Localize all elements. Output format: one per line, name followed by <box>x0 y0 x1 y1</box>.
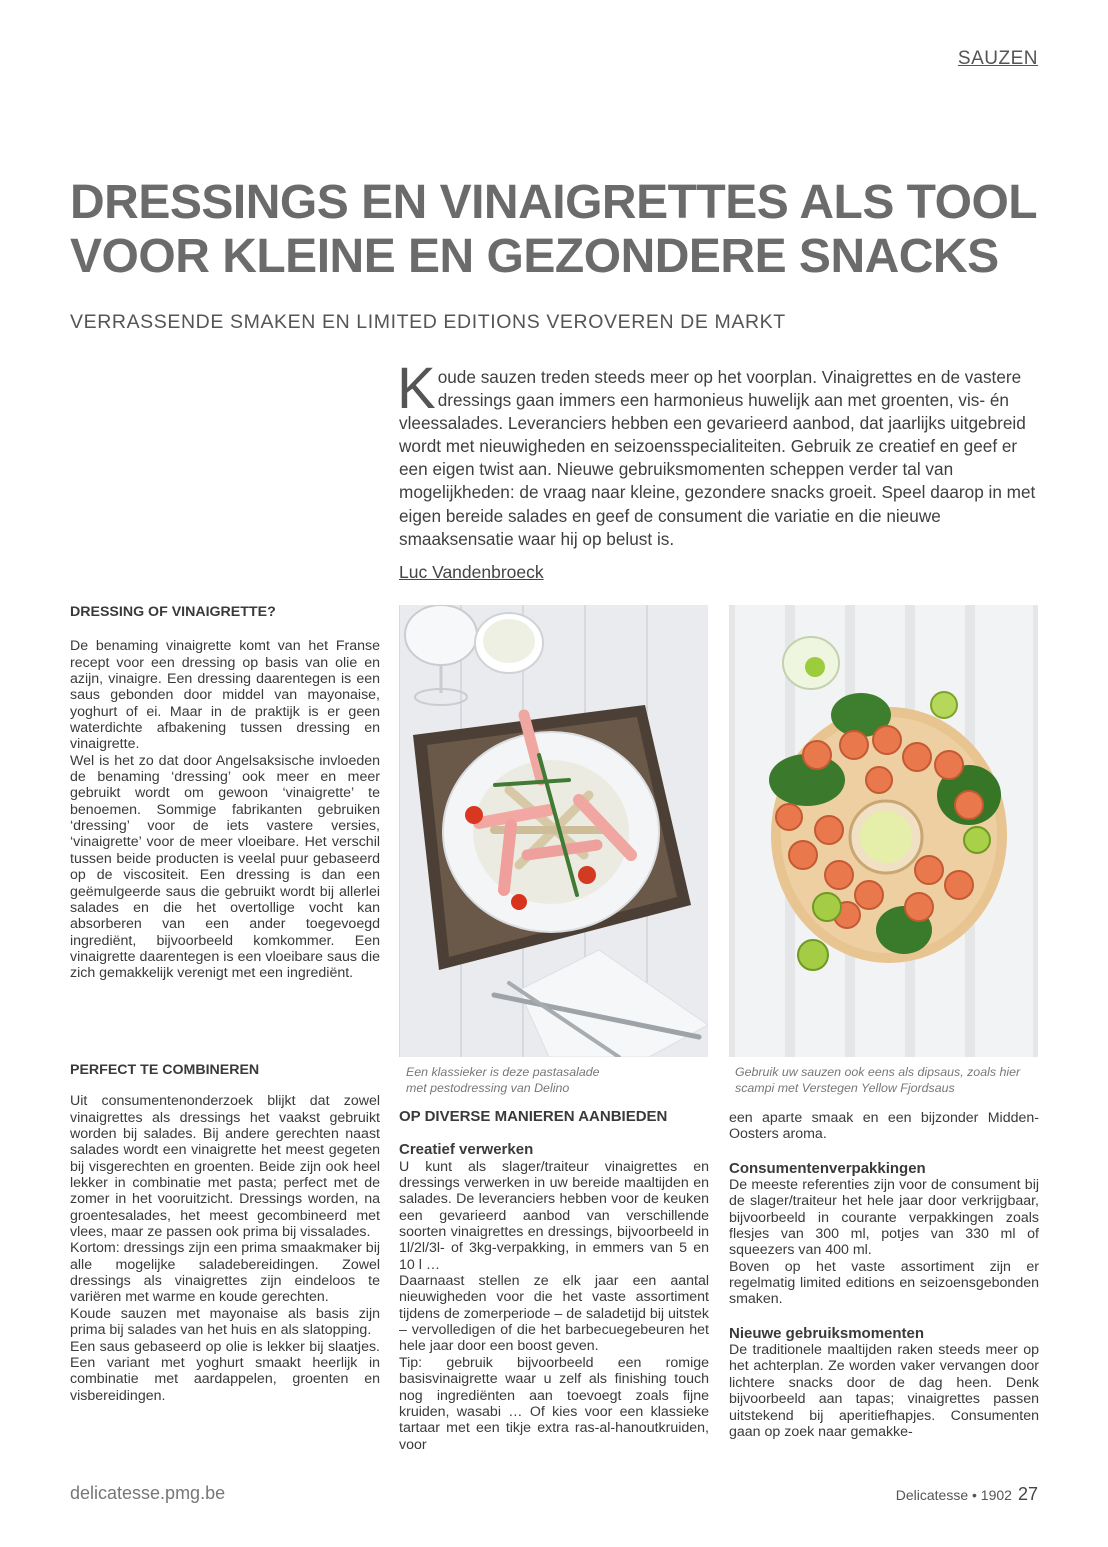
title-line-1: DRESSINGS EN VINAIGRETTES ALS TOOL <box>70 176 1038 229</box>
col3-para-3: De traditionele maaltijden raken steeds meer op het achterplan. Ze worden vaker vervangen door lichtere snacks door de dag heen. Denk bijvoorbeeld aan tapas; vinaigrettes passen uitstekend bij aperitiefhapjes. Consumenten gaan op zoek naar gemakke- <box>729 1342 1039 1440</box>
col1-para-3: Uit consumentenonderzoek blijkt dat zowel vinaigrettes als dressings het vaakst gebruikt worden bij salades. Bij andere gerechten naast salades wordt een vinaigrette het meest gegeten bij visgerechten en groenten. Beide zijn ook heel lekker in combinatie met pasta; perfect met de zomer in het vooruitzicht. Dressings worden, na groentesalades, het meest gecombineerd met vlees, maar ze passen ook prima bij vissalades. <box>70 1093 380 1241</box>
subheading-creatief-verwerken: Creatief verwerken <box>399 1141 534 1159</box>
col1-para-5: Koude sauzen met mayonaise als basis zijn prima bij salades van het huis en als slatopping. <box>70 1305 380 1339</box>
author-link[interactable]: Luc Vandenbroeck <box>399 562 544 582</box>
photo-pasta-salad <box>399 605 708 1057</box>
photo-1-caption: Een klassieker is deze pastasalade met pestodressing van Delino <box>406 1065 600 1095</box>
heading-perfect-te-combineren: PERFECT TE COMBINEREN <box>70 1062 260 1078</box>
scampi-illustration <box>729 605 1038 1057</box>
heading-dressing-of-vinaigrette: DRESSING OF VINAIGRETTE? <box>70 604 276 620</box>
col1-para-4: Kortom: dressings zijn een prima smaakmaker bij alle mogelijke saladebereidingen. Zowel dressings als vinaigrettes zijn eindeloos te variëren met warme en koude gerechten. <box>70 1240 380 1306</box>
photo-2-caption: Gebruik uw sauzen ook eens als dipsaus, zoals hier scampi met Verstegen Yellow Fjordsaus <box>735 1065 1021 1095</box>
intro-paragraph <box>397 356 1039 551</box>
section-tag[interactable]: SAUZEN <box>957 48 1038 69</box>
col2-para-2: Daarnaast stellen ze elk jaar een aantal nieuwigheden voor die het vaste assortiment tijdens de zomerperiode – de saladetijd bij uitstek – vervolledigen of die het barbecuegebeuren het hele jaar door een boost geven. <box>399 1273 709 1355</box>
col2-para-3: Tip: gebruik bijvoorbeeld een romige basisvinaigrette waar u zelf als finishing touch nog ingrediënten aan toevoegt zoals fijne kruiden, wasabi … Of kies voor een klassieke tartaar met een tikje extra ras-al-hanoutkruiden, voor <box>399 1354 709 1453</box>
footer-magazine: Delicatesse • 1902 <box>895 1487 1012 1503</box>
photo-scampi <box>729 605 1038 1057</box>
footer-website-link[interactable]: delicatesse.pmg.be <box>70 1483 226 1503</box>
column-3 <box>729 1110 1039 1440</box>
column-2 <box>399 1109 709 1453</box>
col2-para-1: U kunt als slager/traiteur vinaigrettes en dressings verwerken in uw bereide maaltijden en salades. De leveranciers hebben voor de keuken een gevarieerd aanbod van verschillende soorten vinaigrettes en dressings, bijvoorbeeld in 1l/2l/3l- of 3kg-verpakking, in emmers van 5 en 10 l … <box>399 1158 709 1273</box>
col1-para-2: Wel is het zo dat door Angelsaksische invloeden de benaming ‘dressing’ ook meer en meer gebruikt wordt om gewoon ‘vinaigrette’ te benoemen. Sommige fabrikanten gebruiken ‘dressing’ voor de iets vastere versies, ‘vinaigrette’ voor de meer vloeibare. Het verschil tussen beide producten is veelal puur gebaseerd op de viscositeit. Een dressing is dan een geëmulgeerde saus die gebruikt wordt bij allerlei salades en die het overtollige vocht kan absorberen van een ander toegevoegd ingrediënt, bijvoorbeeld komkommer. Een vinaigrette daarentegen is een vloeibare saus die zich gemakkelijk verenigt met een ingrediënt. <box>70 752 380 982</box>
col3-para-0: een aparte smaak en een bijzonder Midden-Oosters aroma. <box>729 1110 1039 1143</box>
col3-para-2: Boven op het vaste assortiment zijn er regelmatig limited editions en seizoensgebonden smaken. <box>729 1258 1039 1308</box>
page-subtitle: VERRASSENDE SMAKEN EN LIMITED EDITIONS VEROVEREN DE MARKT <box>70 311 786 333</box>
footer-issue <box>896 1484 1038 1505</box>
intro-text: oude sauzen treden steeds meer op het voorplan. Vinaigrettes en de vastere dressings gaan immers een harmonieus huwelijk aan met groenten, vis- én vleessalades. Leveranciers hebben een gevarieerd aanbod, dat jaarlijks uitgebreid wordt met nieuwigheden en seizoensspecialiteiten. Gebruik ze creatief en geef er een eigen twist aan. Nieuwe gebruiksmomenten scheppen verder tal van mogelijkheden: de vraag naar kleine, gezondere snacks groeit. Speel daarop in met eigen bereide salades en geef de consument die variatie en die nieuwe smaaksensatie waar hij op belust is. <box>399 367 1036 549</box>
page-title <box>70 176 1050 284</box>
title-line-2: VOOR KLEINE EN GEZONDERE SNACKS <box>70 230 999 283</box>
col1-para-6: Een saus gebaseerd op olie is lekker bij slaatjes. Een variant met yoghurt smaakt heerlijk in combinatie met aardappelen, groenten en visbereidingen. <box>70 1338 380 1404</box>
subheading-nieuwe-gebruiksmomenten: Nieuwe gebruiksmomenten <box>729 1324 925 1342</box>
col1-para-1: De benaming vinaigrette komt van het Franse recept voor een dressing op basis van olie en azijn, vinaigre. Een dressing daarentegen is een saus gebonden door middel van mayonaise, yoghurt of ei. Maar in de praktijk is er geen waterdichte afbakening tussen dressing en vinaigrette. <box>70 638 380 753</box>
drop-cap: K <box>397 356 436 421</box>
pasta-salad-illustration <box>399 605 708 1057</box>
column-1 <box>70 604 380 982</box>
column-1-lower <box>70 1062 380 1404</box>
heading-op-diverse-manieren: OP DIVERSE MANIEREN AANBIEDEN <box>399 1108 668 1125</box>
subheading-consumentenverpakkingen: Consumentenverpakkingen <box>729 1159 926 1177</box>
page-number: 27 <box>1017 1484 1038 1504</box>
col3-para-1: De meeste referenties zijn voor de consument bij de slager/traiteur het hele jaar door verkrijgbaar, bijvoorbeeld in courante verpakkingen zoals flesjes van 300 ml, potjes van 330 ml of squeezers van 400 ml. <box>729 1177 1039 1259</box>
